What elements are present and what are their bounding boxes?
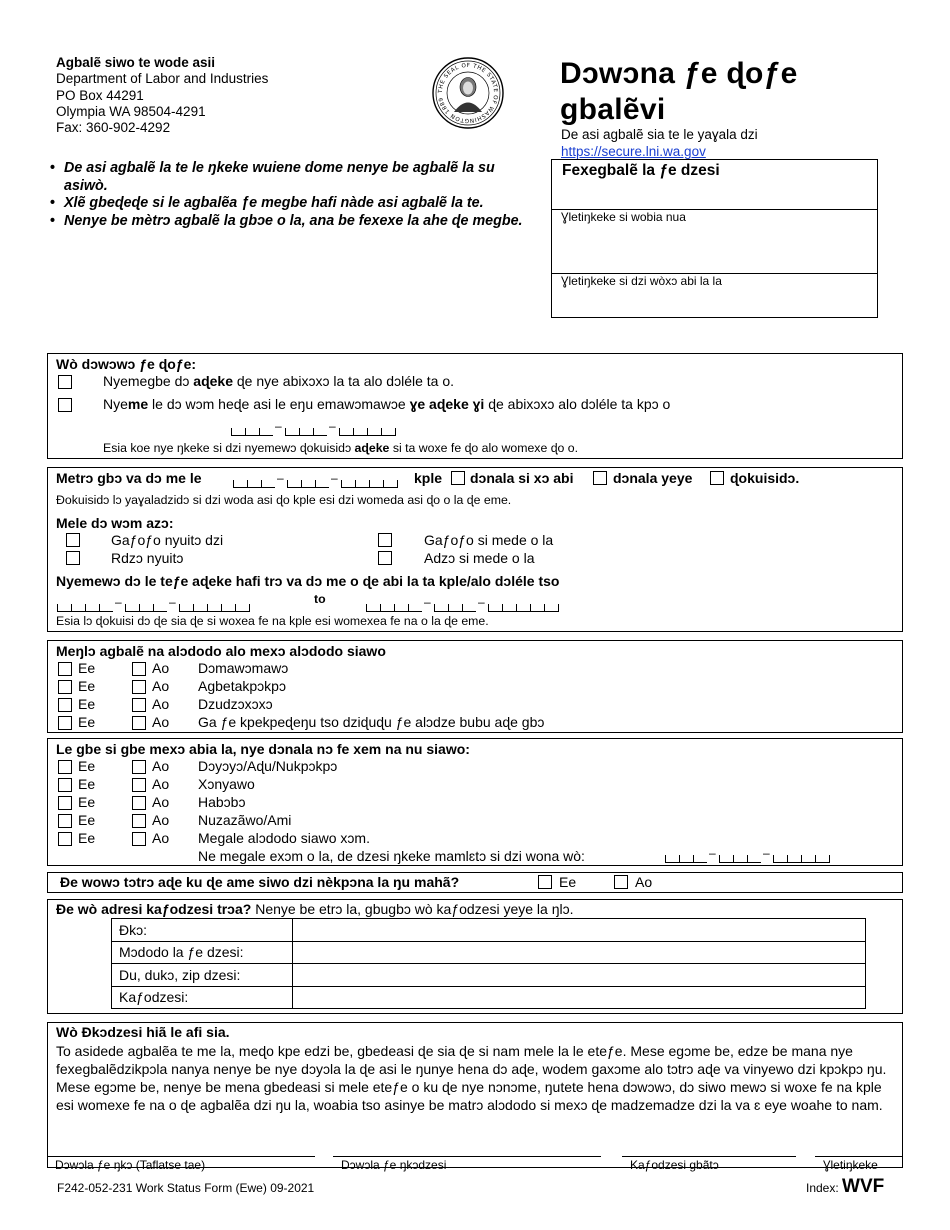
no-label: Ao xyxy=(152,794,170,810)
date-blanks[interactable] xyxy=(231,428,396,436)
no-label: Ao xyxy=(152,776,170,792)
seal-text: THE SEAL OF THE STATE OF WASHINGTON 1889 xyxy=(437,62,499,124)
last-paid-date-blanks[interactable] xyxy=(665,855,830,863)
yes-checkbox[interactable] xyxy=(58,716,72,730)
no-label: Ao xyxy=(152,812,170,828)
no-checkbox[interactable] xyxy=(132,814,146,828)
to-date-blanks[interactable] xyxy=(366,604,559,612)
yes-checkbox[interactable] xyxy=(58,680,72,694)
work-status-section xyxy=(47,353,903,459)
yes-label: Ee xyxy=(78,660,96,676)
title-bold: Ɖe wò adresi kaƒodzesi trɔa? xyxy=(56,901,252,917)
opt2-bold: me xyxy=(127,396,149,412)
return-heading: Agbalẽ siwo te wode asii xyxy=(56,55,216,70)
no-checkbox[interactable] xyxy=(132,778,146,792)
opt2-text-end: ɖe abixɔxɔ alo dɔléle ta kpɔ o xyxy=(484,396,671,412)
website-link[interactable]: https://secure.lni.wa.gov xyxy=(561,144,706,159)
paid-item: Nuzazãwo/Ami xyxy=(198,812,292,828)
section-title: Wò dɔwɔwɔ ƒe ɖoƒe: xyxy=(56,356,197,372)
yes-label: Ee xyxy=(78,696,96,712)
opt2-text-mid: le dɔ wɔm heɖe asi le eŋu emawɔmawɔe xyxy=(148,396,410,412)
benefit-item: Dzudzɔxɔxɔ xyxy=(198,696,273,712)
no-label: Ao xyxy=(152,678,170,694)
date-line[interactable]: Ɣletiŋkeke xyxy=(815,1156,903,1172)
no-checkbox[interactable] xyxy=(132,680,146,694)
new-employer-checkbox[interactable] xyxy=(593,471,607,485)
opt2-text: Nye xyxy=(103,396,128,412)
full-wage-checkbox[interactable] xyxy=(66,551,80,565)
hint-text-end: si ta woxe fe ɖo alo womexe ɖo o. xyxy=(389,441,579,455)
index-value: WVF xyxy=(842,1176,885,1197)
no-checkbox[interactable] xyxy=(132,760,146,774)
self-employed-label: ɖokuisidɔ. xyxy=(730,470,800,486)
not-working-label xyxy=(103,373,454,389)
bottom-rule xyxy=(47,1167,903,1168)
address-line: Fax: 360-902-4292 xyxy=(56,120,171,136)
date-of-injury-field[interactable]: Ɣletiŋkeke si dzi wòxɔ abi la la xyxy=(561,274,722,288)
form-id: F242-052-231 Work Status Form (Ewe) 09-2021 xyxy=(57,1181,315,1195)
yes-checkbox[interactable] xyxy=(58,760,72,774)
yes-checkbox[interactable] xyxy=(58,662,72,676)
reduced-hours-checkbox[interactable] xyxy=(378,533,392,547)
benefits-section xyxy=(47,640,903,733)
return-date-blanks[interactable] xyxy=(233,480,398,488)
no-checkbox[interactable] xyxy=(132,698,146,712)
yes-checkbox[interactable] xyxy=(538,875,552,889)
reduced-wage-label: Adzɔ si mede o la xyxy=(424,550,535,566)
dependents-section xyxy=(47,872,903,893)
yes-label: Ee xyxy=(78,794,96,810)
benefit-item: Agbetakpɔkpɔ xyxy=(198,678,286,694)
claim-number-field[interactable]: Fexegbalẽ la ƒe dzesi xyxy=(552,160,877,210)
full-time-hours-checkbox[interactable] xyxy=(66,533,80,547)
section-title: Le gbe si gbe mexɔ abia la, nye dɔnala nɔ fe xem na nu siawo: xyxy=(56,741,470,757)
reduced-period-note: Esia lɔ ɖokuisi dɔ ɖe sia ɖe si woxea fe na kple esi womexea fe na o la ɖe eme. xyxy=(56,614,489,628)
reduced-wage-checkbox[interactable] xyxy=(378,551,392,565)
phone-line[interactable]: Kaƒodzesi gbãtɔ xyxy=(622,1156,796,1172)
yes-checkbox[interactable] xyxy=(58,796,72,810)
opt1-bold: aɖeke xyxy=(193,373,233,389)
printed-name-line[interactable]: Dɔwɔla ƒe ŋkɔ (Taflatse tae) xyxy=(47,1156,315,1172)
address-change-title xyxy=(56,901,574,917)
signature-title: Wò Ɖkɔdzesi hiã le afi sia. xyxy=(56,1024,230,1040)
no-checkbox[interactable] xyxy=(132,662,146,676)
from-date-blanks[interactable] xyxy=(57,604,250,612)
signature-section xyxy=(47,1022,903,1168)
no-label: Ao xyxy=(152,830,170,846)
city-state-zip-label: Du, dukɔ, zip dzesi: xyxy=(112,964,293,987)
city-state-zip-input[interactable] xyxy=(293,964,866,987)
paid-item: Xɔnyawo xyxy=(198,776,255,792)
title-line-2: gbalẽvi xyxy=(560,93,666,126)
address-line: Department of Labor and Industries xyxy=(56,71,269,87)
subtitle: De asi agbalẽ sia te le yaɣala dzi xyxy=(561,127,758,142)
yes-label: Ee xyxy=(78,714,96,730)
phone-input[interactable] xyxy=(293,986,866,1009)
title-rest: Nenye be etrɔ la, gbugbɔ wò kaƒodzesi yeye la ŋlɔ. xyxy=(251,901,574,917)
last-paid-note: Ne megale exɔm o la, de dzesi ŋkeke mamlɛtɔ si dzi wona wò: xyxy=(198,848,585,864)
opt2-bold-2: ɣe aɖeke ɣi xyxy=(409,396,485,412)
title-line-1: Dɔwɔna ƒe ɖoƒe xyxy=(560,57,798,90)
street-label: Mɔdodo la ƒe dzesi: xyxy=(112,941,293,964)
benefit-item: Ga ƒe kpekpeɖeŋu tso dziɖuɖu ƒe alɔdze bubu aɖe gbɔ xyxy=(198,714,545,730)
phone-label: Kaƒodzesi: xyxy=(112,986,293,1009)
return-label: Metrɔ gbɔ va dɔ me le xyxy=(56,470,202,486)
index-block xyxy=(806,1176,884,1198)
kple-label: kple xyxy=(414,470,443,486)
date-hint xyxy=(103,441,578,455)
state-seal-icon xyxy=(432,57,504,129)
date-requested-field[interactable]: Ɣletiŋkeke si wobia nua xyxy=(552,210,877,274)
claim-info-box xyxy=(551,159,878,318)
yes-label: Ee xyxy=(78,812,96,828)
full-time-hours-label: Gaƒoƒo nyuitɔ dzi xyxy=(111,532,224,548)
signature-line[interactable]: Dɔwɔla ƒe ŋkɔdzesi xyxy=(333,1156,601,1172)
instruction-item: • Xlẽ gbeɖeɖe si le agbalẽa ƒe megbe hafi nàde asi agbalẽ la te. xyxy=(50,195,540,213)
yes-label: Ee xyxy=(78,830,96,846)
opt1-text-end: ɖe nye abixɔxɔ la ta alo dɔléle ta o. xyxy=(232,373,455,389)
yes-label: Ee xyxy=(78,776,96,792)
not-worked-since-checkbox[interactable] xyxy=(58,398,72,412)
name-input[interactable] xyxy=(293,919,866,942)
form-title xyxy=(560,56,798,128)
no-checkbox[interactable] xyxy=(132,796,146,810)
not-worked-since-label xyxy=(103,396,670,412)
yes-label: Ee xyxy=(559,874,577,890)
opt1-text: Nyemegbe dɔ xyxy=(103,373,194,389)
instruction-item: • De asi agbalẽ la te le ŋkeke wuiene dome nenye be agbalẽ la su asiwò. xyxy=(50,160,540,195)
section-title: Meŋlɔ agbalẽ na alɔdodo alo mexɔ alɔdodo siawo xyxy=(56,643,386,659)
full-wage-label: Rdzɔ nyuitɔ xyxy=(111,550,184,566)
not-working-checkbox[interactable] xyxy=(58,375,72,389)
injury-employer-label: dɔnala si xɔ abi xyxy=(470,470,574,486)
paid-item: Dɔyɔyɔ/Aɖu/Nukpɔkpɔ xyxy=(198,758,338,774)
no-label: Ao xyxy=(152,660,170,676)
new-employer-label: dɔnala yeye xyxy=(613,470,693,486)
no-checkbox[interactable] xyxy=(614,875,628,889)
address-change-section xyxy=(47,899,903,1014)
dependents-question: Ɖe wowɔ tɔtrɔ aɖe ku ɖe ame siwo dzi nèkpɔna la ŋu mahã? xyxy=(60,874,460,890)
to-label: to xyxy=(314,592,326,606)
injury-employer-checkbox[interactable] xyxy=(451,471,465,485)
attestation-text: To asidede agbalẽa te me la, meɖo kpe edzi be, gbedeasi ɖe sia ɖe si nam mele la le eteƒe. Mese egɔme be, edze be mana nye fexegbalẽdzikpɔla nanya nenye be nye dɔyɔla la ɖe asi le ŋunye hena dɔ aɖe, wodem gaxɔme alo tɔtrɔ aɖe va vinyewo dzi kpɔkpɔ ŋu. Mese egɔme be, nenye be mena gbedeasi si mele eteƒe o ku ɖe nye nɔnɔme, ŋutete hena dɔwɔwɔ, dɔ siwo mewɔ si woxe fe na kple esi womexe fe na o ɖe agbalẽa dzi ŋu la, woabia tso asinye be matrɔ alɔdodo si mexɔ ɖe madzemadze dzi la va ɛ eye woahe to nam. xyxy=(56,1043,887,1113)
no-label: Ao xyxy=(152,758,170,774)
no-label: Ao xyxy=(152,696,170,712)
yes-checkbox[interactable] xyxy=(58,832,72,846)
instruction-item: • Nenye be mètrɔ agbalẽ la gbɔe o la, ana be fexexe la ahe ɖe megbe. xyxy=(50,213,540,231)
self-employed-checkbox[interactable] xyxy=(710,471,724,485)
paid-item: Megale alɔdodo siawo xɔm. xyxy=(198,830,370,846)
reduced-period-label: Nyemewɔ dɔ le teƒe aɖeke hafi trɔ va dɔ me o ɖe abi la ta kple/alo dɔléle tso xyxy=(56,573,560,589)
self-employed-note: Ɖokuisidɔ lɔ yaɣaladzidɔ si dzi woda asi ɖo kple esi dzi womeda asi ɖo o la ɖe eme. xyxy=(56,493,512,507)
no-label: Ao xyxy=(635,874,653,890)
yes-checkbox[interactable] xyxy=(58,814,72,828)
yes-checkbox[interactable] xyxy=(58,698,72,712)
hint-bold: aɖeke xyxy=(354,441,390,455)
return-address xyxy=(56,55,268,136)
employer-paid-section xyxy=(47,738,903,866)
yes-label: Ee xyxy=(78,758,96,774)
name-label: Ɖkɔ: xyxy=(112,919,293,942)
no-checkbox[interactable] xyxy=(132,832,146,846)
reduced-hours-label: Gaƒoƒo si mede o la xyxy=(424,532,554,548)
hint-text: Esia koe nye ŋkeke si dzi nyemewɔ ɖokuisidɔ xyxy=(103,441,355,455)
no-checkbox[interactable] xyxy=(132,716,146,730)
no-label: Ao xyxy=(152,714,170,730)
benefit-item: Dɔmawɔmawɔ xyxy=(198,660,289,676)
return-to-work-section xyxy=(47,467,903,632)
paid-item: Habɔbɔ xyxy=(198,794,246,810)
work-kind-label: Mele dɔ wɔm azɔ: xyxy=(56,515,174,531)
instructions-list xyxy=(50,160,540,230)
yes-label: Ee xyxy=(78,678,96,694)
address-table xyxy=(111,918,866,1009)
address-line: PO Box 44291 xyxy=(56,87,144,103)
address-line: Olympia WA 98504-4291 xyxy=(56,103,206,119)
street-input[interactable] xyxy=(293,941,866,964)
yes-checkbox[interactable] xyxy=(58,778,72,792)
index-label: Index: xyxy=(806,1181,839,1195)
